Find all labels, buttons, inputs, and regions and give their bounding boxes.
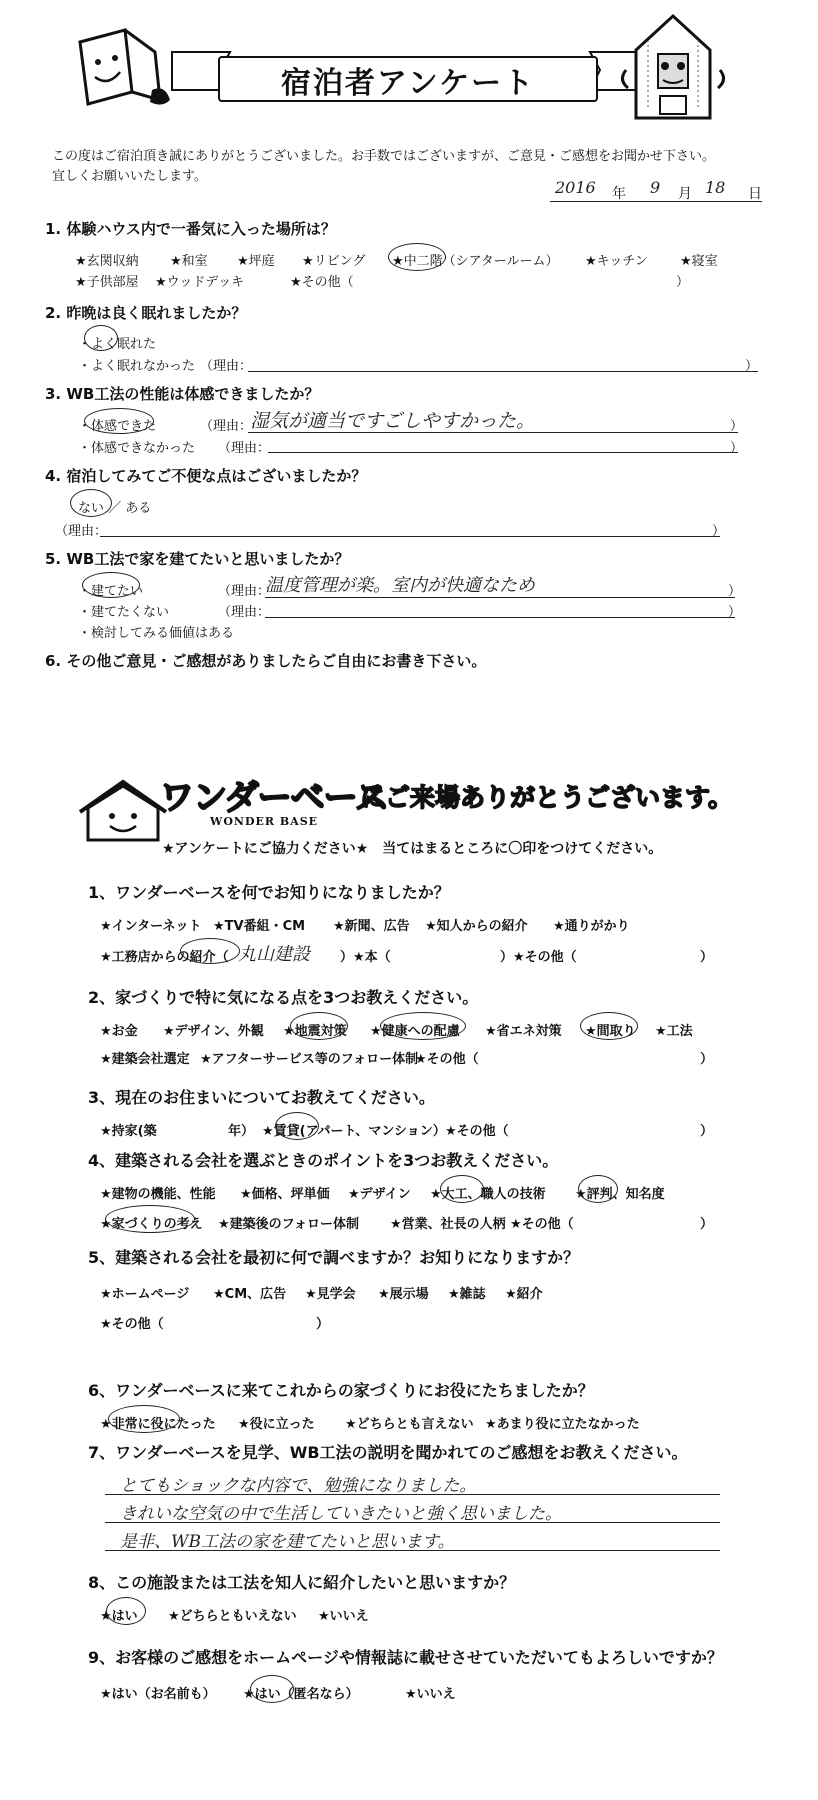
- s2-q4-opt-philosophy[interactable]: ★家づくりの考え: [100, 1217, 203, 1232]
- intro-line-1: この度はご宿泊頂き誠にありがとうございました。お手数ではございますが、ご意見・ご感想をお聞かせ下さい。: [52, 149, 716, 164]
- survey2-subtitle: ★アンケートにご協力ください★ 当てはまるところに〇印をつけてください。: [162, 841, 663, 857]
- s2-q2-opt-after-service[interactable]: ★アフターサービス等のフォロー体制: [200, 1052, 419, 1067]
- q5-reason-answer: 温度管理が楽。室内が快適なため: [265, 575, 535, 596]
- date-month-value: 9: [650, 178, 661, 197]
- q5-opt-dont-want[interactable]: ・建てたくない: [78, 605, 170, 620]
- q3-reason-close: ）: [730, 419, 744, 434]
- q3-opt-yes[interactable]: ・体感できた: [78, 419, 157, 434]
- s2-q4-opt-performance[interactable]: ★建物の機能、性能: [100, 1187, 216, 1202]
- q2-reason-label: （理由：: [200, 359, 253, 374]
- q5-reason2-line[interactable]: [265, 617, 735, 618]
- s2-q8-label: 8、この施設または工法を知人に紹介したいと思いますか？: [88, 1573, 516, 1592]
- q1-opt-tsuboniwa[interactable]: ★坪庭: [237, 254, 275, 269]
- s2-q7-answer-line-1: とてもショックな内容で、勉強になりました。: [120, 1476, 477, 1496]
- q1-label: 1. 体験ハウス内で一番気に入った場所は？: [45, 220, 336, 238]
- q4-label: 4. 宿泊してみてご不便な点はございましたか？: [45, 467, 367, 485]
- s2-q2-opt-health[interactable]: ★健康への配慮: [370, 1024, 460, 1039]
- date-day-value: 18: [705, 178, 726, 197]
- s2-q2-opt-floorplan[interactable]: ★間取り: [585, 1024, 636, 1039]
- s2-q8-opt-no[interactable]: ★いいえ: [318, 1609, 369, 1624]
- q1-other-close: ）: [676, 275, 690, 290]
- s2-q9-opt-no[interactable]: ★いいえ: [405, 1687, 456, 1702]
- s2-q2-circle-floorplan: [580, 1012, 638, 1040]
- s2-q4-other-close: ）: [700, 1217, 714, 1232]
- house-character-right-icon: [618, 10, 728, 125]
- s2-q6-opt-neutral[interactable]: ★どちらとも言えない: [345, 1417, 474, 1432]
- s2-q4-opt-price[interactable]: ★価格、坪単価: [240, 1187, 330, 1202]
- s2-q7-answer-line-3: 是非、WB工法の家を建てたいと思います。: [120, 1532, 455, 1552]
- date-month-unit: 月: [678, 186, 692, 202]
- s2-q3-other-close: ）: [700, 1124, 714, 1139]
- s2-q3-opt-own[interactable]: ★持家(築: [100, 1124, 157, 1139]
- s2-q5-label: 5、建築される会社を最初に何で調べますか？お知りになりますか？: [88, 1248, 580, 1267]
- s2-q1-opt-tv[interactable]: ★TV番組・CM: [213, 919, 306, 934]
- s2-q1-opt-book[interactable]: ）★本（: [340, 950, 391, 965]
- q3-reason2-line[interactable]: [268, 452, 738, 453]
- q5-reason-label: （理由：: [218, 584, 271, 599]
- s2-q2-other-close: ）: [700, 1052, 714, 1067]
- s2-q5-opt-introduction[interactable]: ★紹介: [505, 1287, 543, 1302]
- s2-q2-circle-health: [380, 1012, 466, 1040]
- s2-q5-opt-open-house[interactable]: ★見学会: [305, 1287, 356, 1302]
- date-day-unit: 日: [748, 186, 762, 202]
- s2-q4-circle-philosophy: [105, 1205, 195, 1233]
- q1-opt-other[interactable]: ★その他（: [290, 275, 354, 290]
- brand-name: ワンダーベース: [160, 778, 388, 818]
- s2-q9-opt-yes-name[interactable]: ★はい（お名前も）: [100, 1687, 216, 1702]
- s2-q8-answer-circle: [106, 1597, 146, 1625]
- s2-q4-opt-followup[interactable]: ★建築後のフォロー体制: [218, 1217, 360, 1232]
- welcome-title: にご来場ありがとうございます。: [360, 783, 734, 812]
- s2-q6-opt-very-helpful[interactable]: ★非常に役にたった: [100, 1417, 216, 1432]
- q3-opt-no[interactable]: ・体感できなかった: [78, 441, 196, 456]
- s2-q3-answer-circle: [275, 1112, 319, 1140]
- q4-reason-line[interactable]: [100, 536, 720, 537]
- q5-reason2-close: ）: [728, 605, 742, 620]
- s2-q5-opt-homepage[interactable]: ★ホームページ: [100, 1287, 190, 1302]
- s2-q4-circle-craftsmanship: [440, 1175, 484, 1203]
- survey-title-box: [218, 56, 598, 102]
- s2-q7-label: 7、ワンダーベースを見学、WB工法の説明を聞かれてのご感想をお教えください。: [88, 1443, 688, 1462]
- s2-q1-opt-newspaper[interactable]: ★新聞、広告: [333, 919, 410, 934]
- q5-reason2-label: （理由：: [218, 605, 271, 620]
- s2-q1-opt-other[interactable]: ）★その他（: [500, 950, 577, 965]
- q3-reason-line[interactable]: [248, 432, 738, 433]
- q6-label: 6. その他ご意見・ご感想がありましたらご自由にお書き下さい。: [45, 652, 487, 670]
- s2-q1-opt-passing[interactable]: ★通りがかり: [553, 919, 630, 934]
- s2-q4-opt-other[interactable]: ★その他（: [510, 1217, 574, 1232]
- s2-q6-opt-helpful[interactable]: ★役に立った: [238, 1417, 315, 1432]
- s2-q9-answer-circle: [250, 1675, 294, 1703]
- intro-line-2: 宜しくお願いいたします。: [52, 169, 207, 184]
- s2-q6-label: 6、ワンダーベースに来てこれからの家づくりにお役にたちましたか？: [88, 1381, 594, 1400]
- q3-reason-label: （理由：: [200, 419, 253, 434]
- survey-title: 宿泊者アンケート: [280, 66, 536, 101]
- s2-q2-opt-builder-selection[interactable]: ★建築会社選定: [100, 1052, 190, 1067]
- s2-q3-own-year: 年）: [228, 1124, 255, 1139]
- brand-name-en: WONDER BASE: [210, 815, 319, 828]
- s2-q4-opt-personality[interactable]: ★営業、社長の人柄: [390, 1217, 506, 1232]
- s2-q6-answer-circle: [108, 1405, 180, 1433]
- q5-reason-line[interactable]: [265, 597, 735, 598]
- s2-q7-rule-2[interactable]: [105, 1522, 720, 1523]
- q5-opt-want[interactable]: ・建てたい: [78, 584, 144, 599]
- s2-q5-opt-magazine[interactable]: ★雑誌: [448, 1287, 486, 1302]
- q3-reason2-label: （理由：: [218, 441, 271, 456]
- q1-answer-circle: [388, 243, 446, 271]
- s2-q7-answer-line-2: きれいな空気の中で生活していきたいと強く思いました。: [120, 1504, 562, 1524]
- s2-q3-opt-other[interactable]: ★その他（: [445, 1124, 509, 1139]
- q1-opt-wood-deck[interactable]: ★ウッドデッキ: [155, 275, 245, 290]
- s2-q1-opt-referral[interactable]: ★知人からの紹介: [425, 919, 528, 934]
- s2-q7-rule-1[interactable]: [105, 1494, 720, 1495]
- s2-q8-opt-neutral[interactable]: ★どちらともいえない: [168, 1609, 297, 1624]
- q1-opt-washitsu[interactable]: ★和室: [170, 254, 208, 269]
- q4-reason-label: （理由：: [55, 524, 108, 539]
- q2-label: 2. 昨晩は良く眠れましたか？: [45, 304, 247, 322]
- s2-q5-opt-cm[interactable]: ★CM、広告: [213, 1287, 287, 1302]
- s2-q5-opt-showroom[interactable]: ★展示場: [378, 1287, 429, 1302]
- s2-q9-label: 9、お客様のご感想をホームページや情報誌に載せさせていただいてもよろしいですか？: [88, 1648, 723, 1667]
- s2-q2-opt-money[interactable]: ★お金: [100, 1024, 138, 1039]
- s2-q5-opt-other[interactable]: ★その他（: [100, 1317, 164, 1332]
- s2-q1-other-close: ）: [700, 950, 714, 965]
- q1-opt-living[interactable]: ★リビング: [302, 254, 366, 269]
- q1-opt-entrance[interactable]: ★玄関収納: [75, 254, 139, 269]
- date-year-unit: 年: [612, 186, 626, 202]
- s2-q9-opt-yes-anonymous[interactable]: ★はい（匿名なら）: [243, 1687, 359, 1702]
- wonder-base-logo-icon: [78, 778, 168, 848]
- s2-q6-opt-not-helpful[interactable]: ★あまり役に立たなかった: [485, 1417, 640, 1432]
- q1-opt-bedroom[interactable]: ★寝室: [680, 254, 718, 269]
- s2-q5-other-close: ）: [316, 1317, 330, 1332]
- q2-answer-circle: [84, 325, 118, 351]
- q2-opt-no[interactable]: ・よく眠れなかった: [78, 359, 196, 374]
- s2-q1-answer-circle: [180, 938, 240, 964]
- q3-label: 3. WB工法の性能は体感できましたか？: [45, 385, 320, 403]
- q2-reason-close: ）: [745, 359, 759, 374]
- s2-q2-opt-other[interactable]: ★その他（: [415, 1052, 479, 1067]
- q1-opt-mezzanine[interactable]: ★中二階（シアタールーム）: [392, 254, 559, 269]
- q3-answer-circle: [84, 408, 154, 434]
- s2-q2-circle-earthquake: [290, 1012, 348, 1040]
- s2-q4-label: 4、建築される会社を選ぶときのポイントを3つお教えください。: [88, 1151, 559, 1170]
- s2-q4-opt-reputation[interactable]: ★評判、知名度: [575, 1187, 665, 1202]
- q5-label: 5. WB工法で家を建てたいと思いましたか？: [45, 550, 350, 568]
- s2-q2-opt-earthquake[interactable]: ★地震対策: [283, 1024, 347, 1039]
- s2-q8-opt-yes[interactable]: ★はい: [100, 1609, 138, 1624]
- date-year-value: 2016: [555, 178, 596, 197]
- s2-q7-rule-3[interactable]: [105, 1550, 720, 1551]
- q3-reason2-close: ）: [730, 441, 744, 456]
- house-character-left-icon: [70, 22, 180, 112]
- s2-q4-circle-reputation: [578, 1175, 618, 1203]
- q4-reason-close: ）: [712, 524, 726, 539]
- s2-q4-opt-design[interactable]: ★デザイン: [348, 1187, 411, 1202]
- q2-opt-yes[interactable]: ・よく眠れた: [78, 337, 157, 352]
- s2-q1-label: 1、ワンダーベースを何でお知りになりましたか？: [88, 883, 450, 902]
- s2-q2-opt-design[interactable]: ★デザイン、外観: [163, 1024, 264, 1039]
- s2-q1-builder-answer: 丸山建設: [238, 944, 310, 965]
- q1-opt-kitchen[interactable]: ★キッチン: [585, 254, 648, 269]
- q5-reason-close: ）: [728, 584, 742, 599]
- q2-reason-line[interactable]: [248, 371, 758, 372]
- s2-q3-opt-rent[interactable]: ★賃貸(アパート、マンション）: [262, 1124, 446, 1139]
- s2-q4-opt-craftsmanship[interactable]: ★大工、職人の技術: [430, 1187, 546, 1202]
- q4-options[interactable]: ない ／ ある: [78, 501, 152, 516]
- s2-q1-opt-builder[interactable]: ★工務店からの紹介（: [100, 950, 229, 965]
- s2-q2-opt-energy[interactable]: ★省エネ対策: [485, 1024, 562, 1039]
- s2-q2-opt-method[interactable]: ★工法: [655, 1024, 693, 1039]
- s2-q3-label: 3、現在のお住まいについてお教えてください。: [88, 1088, 435, 1107]
- s2-q1-opt-internet[interactable]: ★インターネット: [100, 919, 202, 934]
- q5-answer-circle: [82, 572, 140, 598]
- q1-opt-kids-room[interactable]: ★子供部屋: [75, 275, 139, 290]
- s2-q2-label: 2、家づくりで特に気になる点を3つお教えください。: [88, 988, 479, 1007]
- q4-answer-circle: [70, 489, 112, 517]
- q5-opt-consider[interactable]: ・検討してみる価値はある: [78, 626, 235, 641]
- q3-reason-answer: 湿気が適当ですごしやすかった。: [250, 410, 536, 432]
